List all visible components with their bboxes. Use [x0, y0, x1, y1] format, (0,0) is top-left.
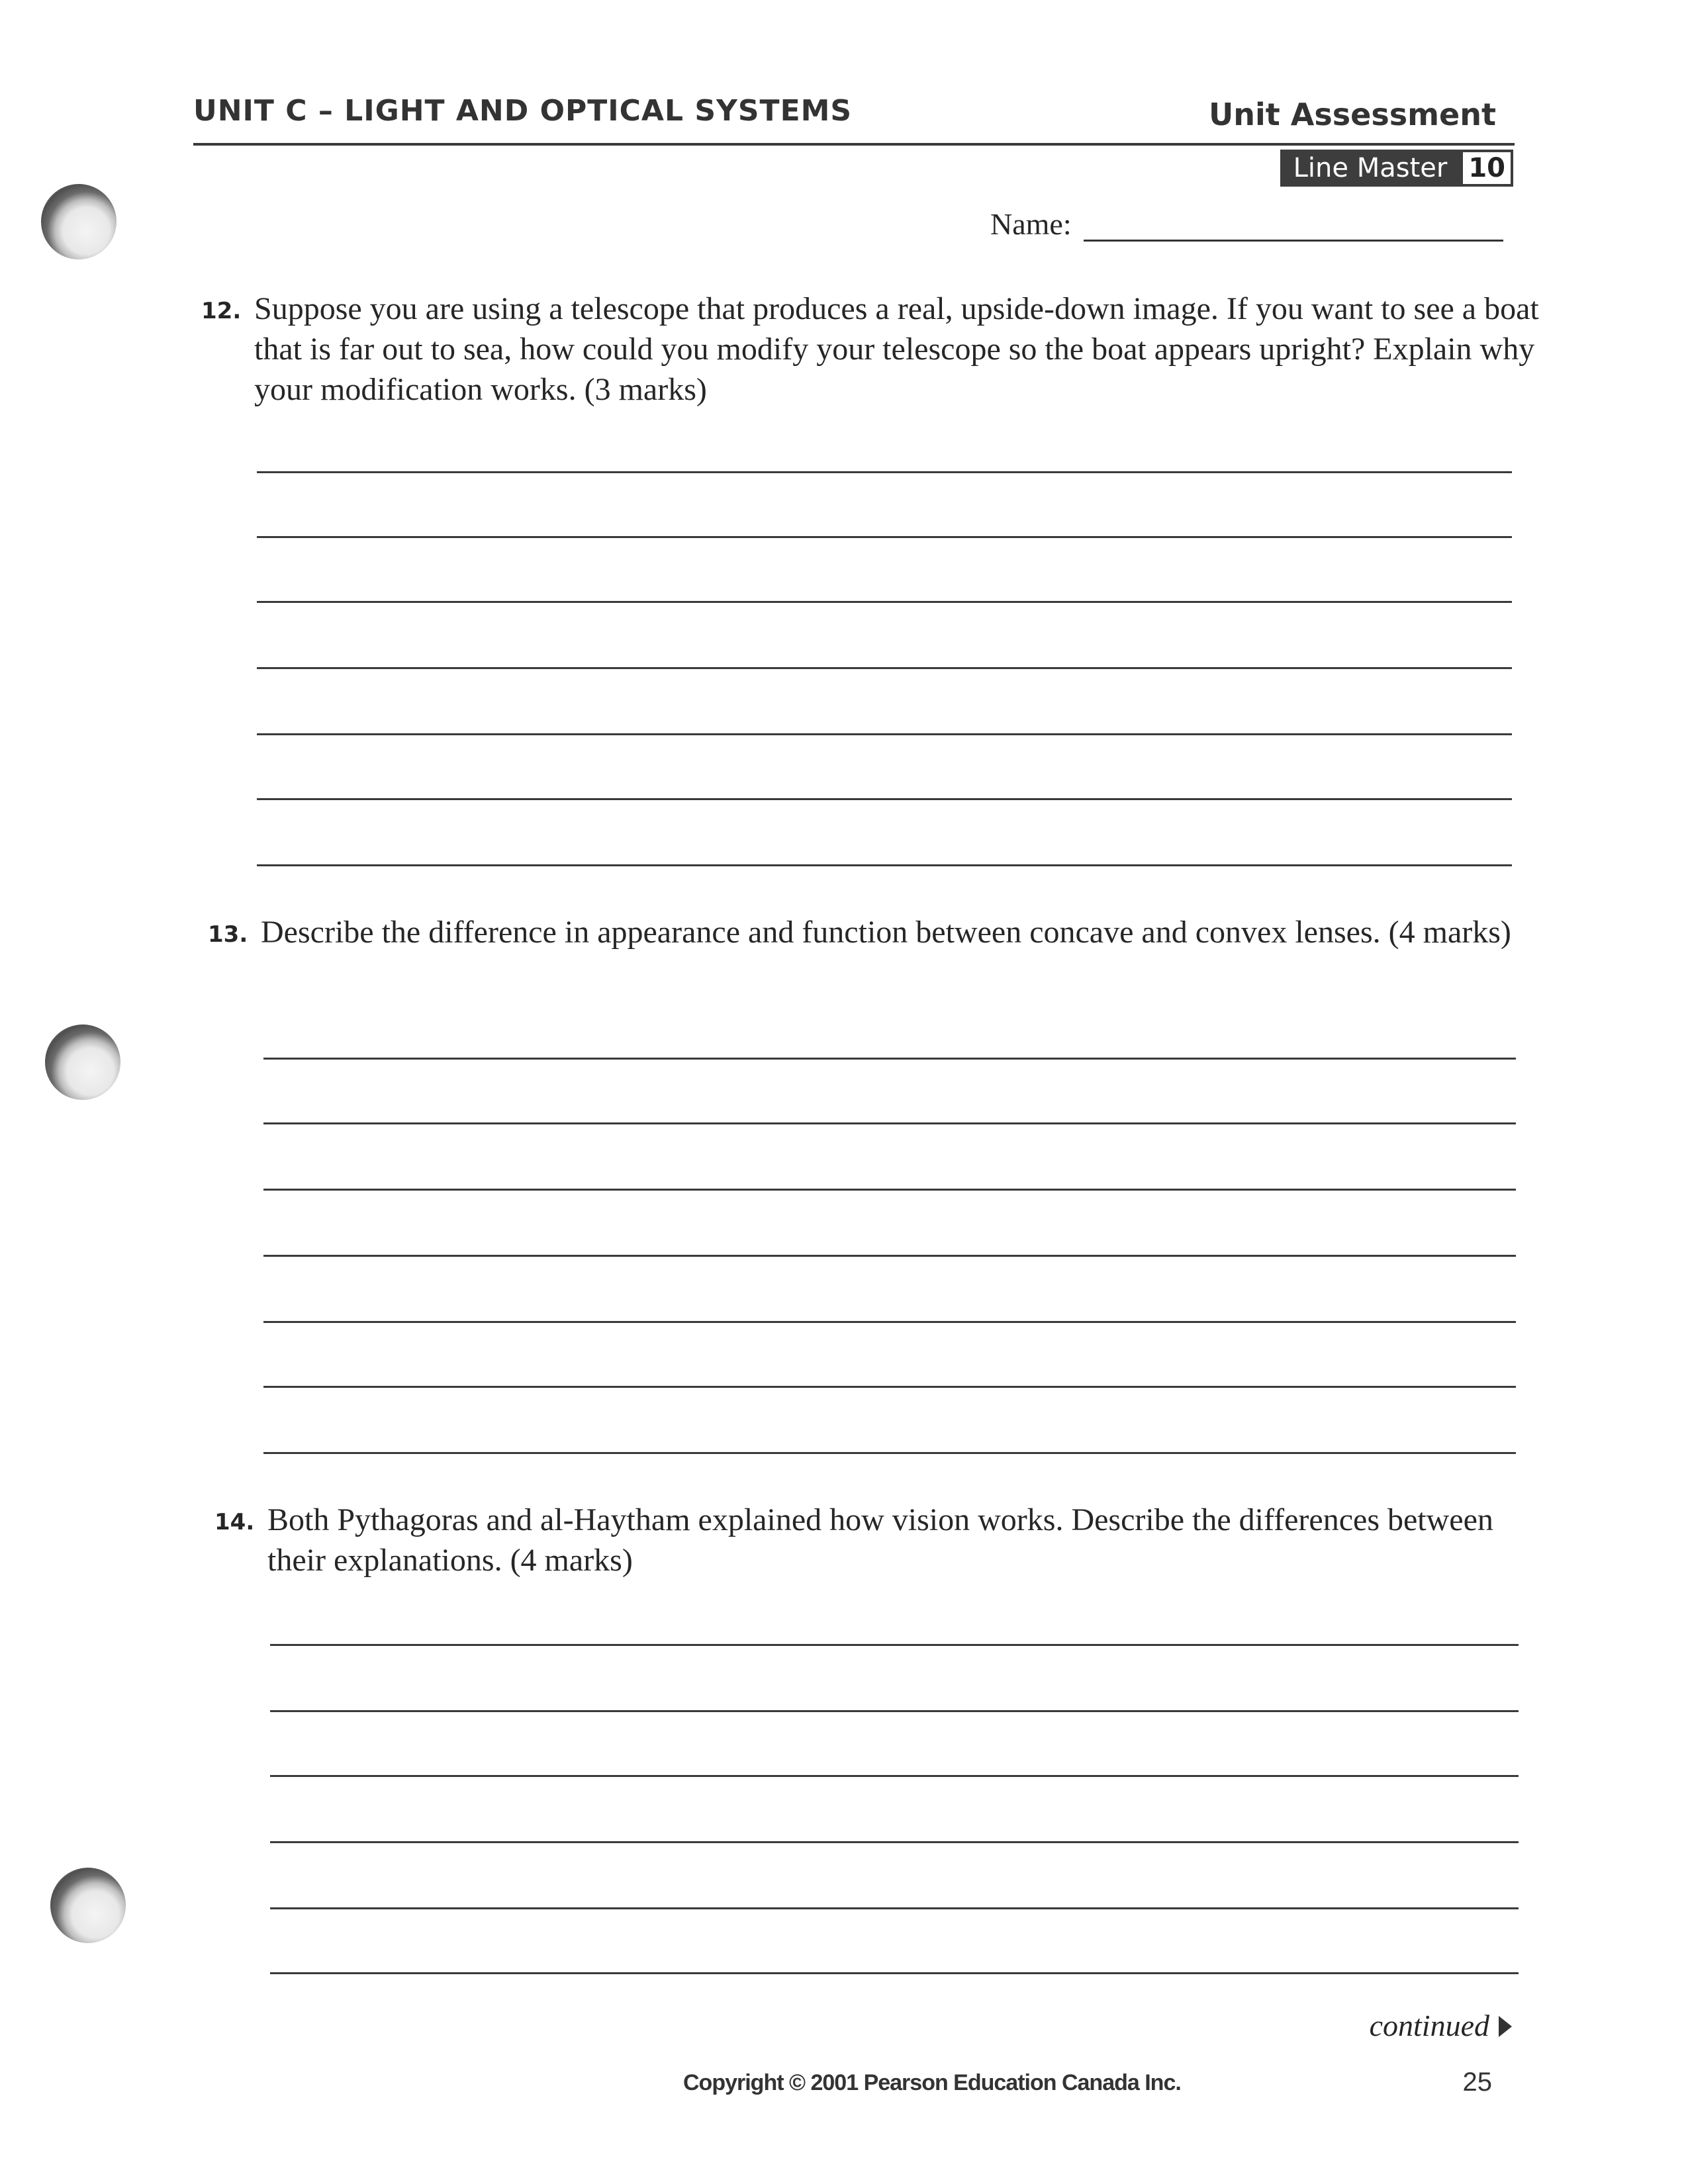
answer-line[interactable] — [270, 1710, 1519, 1712]
binder-hole-middle — [45, 1024, 120, 1100]
question-text: Describe the difference in appearance and function between concave and convex lenses. (4 marks) — [261, 915, 1511, 950]
answer-line[interactable] — [270, 1644, 1519, 1646]
line-master-label: Line Master — [1280, 150, 1461, 187]
continued-label: continued — [1369, 2009, 1489, 2042]
line-master-number: 10 — [1460, 150, 1513, 187]
question-text: Both Pythagoras and al-Haytham explained how vision works. Describe the differences between their explanations. (4 marks) — [267, 1502, 1493, 1578]
answer-line[interactable] — [270, 1907, 1519, 1909]
answer-line[interactable] — [257, 733, 1512, 735]
assessment-title: Unit Assessment — [1208, 97, 1496, 132]
name-field — [990, 206, 1503, 242]
question-12 — [201, 289, 1545, 410]
answer-line[interactable] — [257, 667, 1512, 669]
question-number: 14. — [214, 1509, 255, 1535]
answer-line[interactable] — [257, 471, 1512, 473]
answer-line[interactable] — [270, 1775, 1519, 1777]
line-master-badge — [1280, 150, 1513, 187]
copyright-notice: Copyright © 2001 Pearson Education Canada Inc. — [683, 2070, 1181, 2095]
binder-hole-bottom — [50, 1868, 126, 1943]
answer-line[interactable] — [263, 1058, 1516, 1060]
question-number: 12. — [201, 298, 242, 324]
answer-line[interactable] — [263, 1255, 1516, 1257]
unit-title: UNIT C – LIGHT AND OPTICAL SYSTEMS — [193, 94, 853, 128]
answer-line[interactable] — [257, 601, 1512, 603]
answer-line[interactable] — [263, 1386, 1516, 1388]
continued-arrow-icon — [1499, 2016, 1512, 2037]
question-text: Suppose you are using a telescope that produces a real, upside-down image. If you want to see a boat that is far out to sea, how could you modify your telescope so the boat appears upright? Explain why your modification works. (3 marks) — [254, 291, 1539, 407]
answer-line[interactable] — [270, 1841, 1519, 1843]
answer-line[interactable] — [257, 864, 1512, 866]
page-number: 25 — [1462, 2068, 1492, 2097]
answer-line[interactable] — [263, 1321, 1516, 1323]
answer-line[interactable] — [257, 536, 1512, 538]
question-14 — [214, 1500, 1558, 1580]
answer-line[interactable] — [263, 1122, 1516, 1124]
name-input-line[interactable] — [1084, 213, 1503, 242]
answer-line[interactable] — [257, 798, 1512, 800]
binder-hole-top — [41, 184, 117, 259]
question-number: 13. — [208, 921, 248, 948]
answer-line[interactable] — [263, 1452, 1516, 1454]
answer-line[interactable] — [270, 1972, 1519, 1974]
answer-line[interactable] — [263, 1189, 1516, 1191]
question-13 — [208, 912, 1552, 952]
header-divider — [193, 143, 1515, 146]
name-label: Name: — [990, 207, 1072, 241]
